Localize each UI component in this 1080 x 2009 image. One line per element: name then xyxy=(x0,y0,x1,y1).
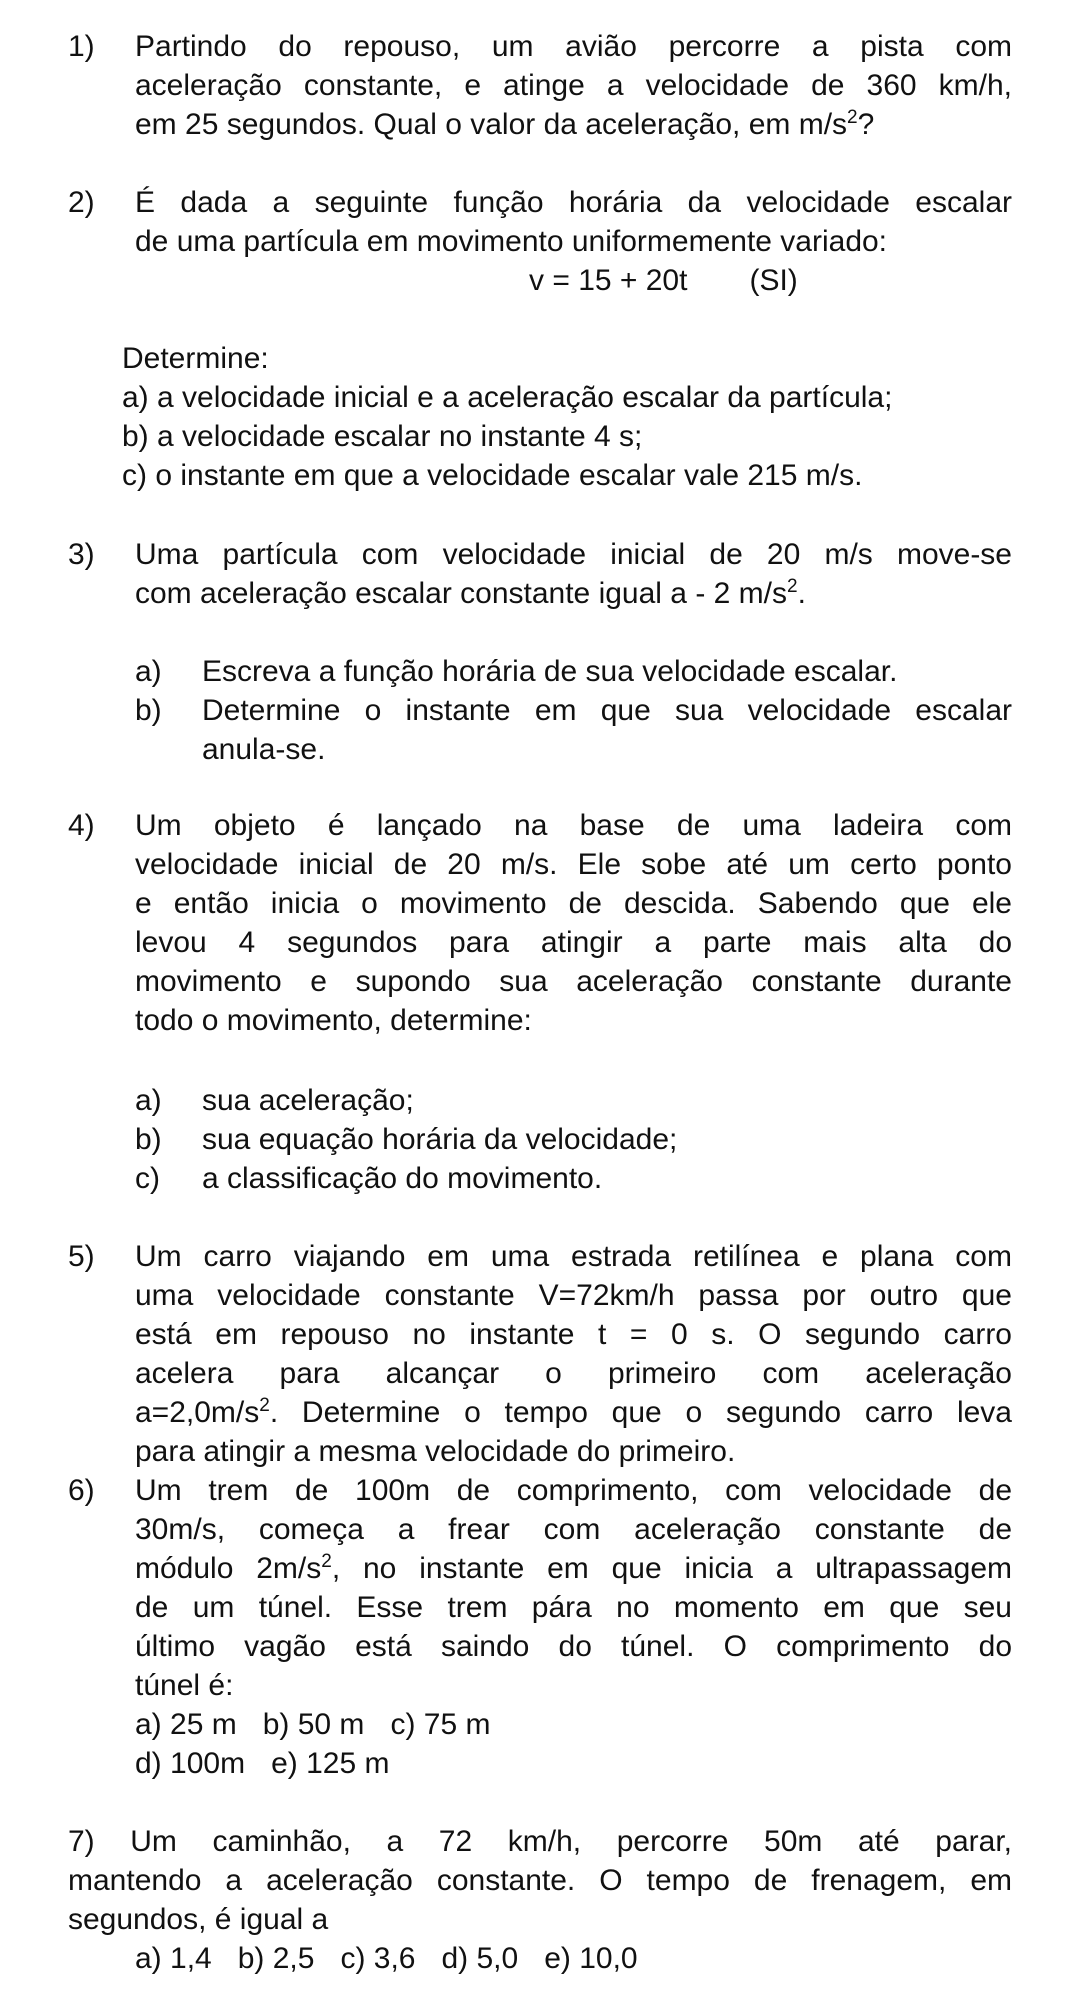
list-item: c) a classificação do movimento. xyxy=(135,1162,603,1195)
question-number: 1) xyxy=(68,30,95,63)
question-text xyxy=(135,27,1012,144)
list-item: b) Determine o instante em que sua velocidade escalar anula-se. xyxy=(135,694,1012,766)
text-line: para atingir a mesma velocidade do primeiro. xyxy=(135,1435,736,1468)
question-1 xyxy=(68,27,1012,144)
text-line: 7) Um caminhão, a 72 km/h, percorre 50m até parar, xyxy=(68,1825,1012,1858)
question-number: 3) xyxy=(68,538,95,571)
question-3-items xyxy=(135,652,1012,769)
text-line: em 25 segundos. Qual o valor da aceleração, em $m/s^2$? xyxy=(135,107,875,141)
list-item: a) a velocidade inicial e a aceleração escalar da partícula; xyxy=(122,381,893,414)
answer-option: c) 75 m xyxy=(390,1708,491,1741)
list-item: b) sua equação horária da velocidade; xyxy=(135,1123,678,1156)
text-line: túnel é: xyxy=(135,1669,234,1702)
answer-option: d) 5,0 xyxy=(441,1942,519,1975)
question-7 xyxy=(68,1822,1012,1978)
text-line: É dada a seguinte função horária da velocidade escalar xyxy=(135,186,1012,219)
answer-option: d) 100m xyxy=(135,1747,246,1780)
question-text xyxy=(135,535,1012,613)
answer-option: b) 2,5 xyxy=(237,1942,315,1975)
question-2 xyxy=(68,183,1012,300)
list-item: b) a velocidade escalar no instante 4 s; xyxy=(122,420,643,453)
text-line: $a=2,0m/s^2$. Determine o tempo que o segundo carro leva xyxy=(135,1395,1012,1429)
list-item: a) sua aceleração; xyxy=(135,1084,414,1117)
text-line: uma velocidade constante V=72km/h passa por outro que xyxy=(135,1279,1012,1312)
answer-option: e) 125 m xyxy=(271,1747,390,1780)
question-text xyxy=(135,1471,1012,1783)
question-number: 2) xyxy=(68,186,95,219)
text-line: de um túnel. Esse trem pára no momento em que seu xyxy=(135,1591,1012,1624)
text-line: de uma partícula em movimento uniformemente variado: xyxy=(135,225,888,258)
question-4 xyxy=(68,806,1012,1040)
question-2-items xyxy=(122,339,1022,495)
question-6 xyxy=(68,1471,1012,1783)
text-line: Um objeto é lançado na base de uma ladeira com xyxy=(135,809,1012,842)
question-number: 6) xyxy=(68,1474,95,1507)
text-line: velocidade inicial de 20 m/s. Ele sobe até um certo ponto xyxy=(135,848,1012,881)
text-line: todo o movimento, determine: xyxy=(135,1004,532,1037)
text-line: acelera para alcançar o primeiro com aceleração xyxy=(135,1357,1012,1390)
answer-option: b) 50 m xyxy=(262,1708,365,1741)
text-line: Partindo do repouso, um avião percorre a pista com xyxy=(135,30,1012,63)
text-line: Um trem de 100m de comprimento, com velocidade de xyxy=(135,1474,1012,1507)
text-line: segundos, é igual a xyxy=(68,1903,329,1936)
text-line: 30m/s, começa a frear com aceleração constante de xyxy=(135,1513,1012,1546)
question-4-items xyxy=(135,1081,1012,1198)
text-line: aceleração constante, e atinge a velocidade de 360 km/h, xyxy=(135,69,1012,102)
text-line: com aceleração escalar constante igual a - 2 $m/s^2$. xyxy=(135,576,806,610)
question-number: 5) xyxy=(68,1240,95,1273)
answer-options xyxy=(68,1939,1012,1978)
question-text xyxy=(135,1237,1012,1471)
determine-label: Determine: xyxy=(122,342,269,375)
text-line: mantendo a aceleração constante. O tempo de frenagem, em xyxy=(68,1864,1012,1897)
answer-option: c) 3,6 xyxy=(340,1942,416,1975)
answer-option: e) 10,0 xyxy=(544,1942,638,1975)
text-line: módulo $2m/s^2$, no instante em que inicia a ultrapassagem xyxy=(135,1551,1012,1585)
text-line: Uma partícula com velocidade inicial de 20 m/s move-se xyxy=(135,538,1012,571)
text-line: Um carro viajando em uma estrada retilínea e plana com xyxy=(135,1240,1012,1273)
question-text xyxy=(135,806,1012,1040)
text-line: está em repouso no instante t = 0 s. O segundo carro xyxy=(135,1318,1012,1351)
text-line: último vagão está saindo do túnel. O comprimento do xyxy=(135,1630,1012,1663)
question-text xyxy=(135,183,1012,300)
list-item: a) Escreva a função horária de sua velocidade escalar. xyxy=(135,655,898,688)
answer-options xyxy=(135,1705,1012,1744)
text-line: movimento e supondo sua aceleração constante durante xyxy=(135,965,1012,998)
question-5 xyxy=(68,1237,1012,1471)
text-line: levou 4 segundos para atingir a parte mais alta do xyxy=(135,926,1012,959)
answer-option: a) 1,4 xyxy=(135,1942,212,1975)
text-line: e então inicia o movimento de descida. Sabendo que ele xyxy=(135,887,1012,920)
list-item: c) o instante em que a velocidade escalar vale 215 m/s. xyxy=(122,459,863,492)
velocity-formula: v = 15 + 20t (SI) xyxy=(529,264,798,297)
answer-option: a) 25 m xyxy=(135,1708,237,1741)
question-number: 4) xyxy=(68,809,95,842)
question-3 xyxy=(68,535,1012,613)
answer-options xyxy=(135,1744,1012,1783)
